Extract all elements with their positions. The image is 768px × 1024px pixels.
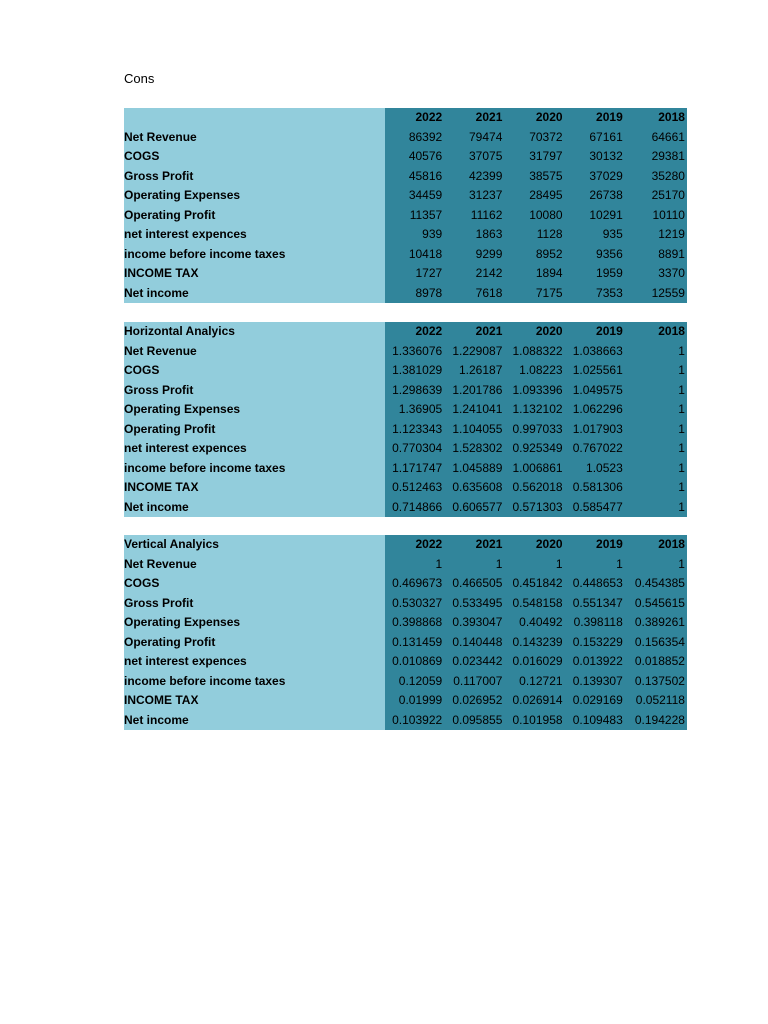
value-cell[interactable]: 10291 [589, 207, 623, 222]
table-row [124, 400, 687, 420]
table-heading[interactable]: Horizontal Analyics [124, 322, 385, 342]
row-label-cell[interactable]: Net income [124, 711, 385, 731]
value-cell[interactable]: 1.006861 [512, 460, 563, 475]
value-cell[interactable]: 0.12721 [519, 673, 563, 688]
year-header-cell[interactable]: 2022 [415, 110, 443, 124]
row-values-area [385, 478, 687, 498]
value-cell[interactable]: 1863 [475, 227, 503, 241]
year-header-cell[interactable]: 2018 [658, 110, 685, 124]
sheet-title: Cons [124, 71, 155, 86]
value-cell[interactable]: 1.36905 [398, 402, 443, 416]
row-values-area [385, 225, 687, 245]
table-row [124, 555, 687, 575]
value-cell[interactable]: 0.117007 [453, 673, 503, 688]
table-row [124, 672, 687, 692]
value-cell[interactable]: 0.581306 [572, 480, 623, 494]
value-cell[interactable]: 30132 [589, 149, 623, 163]
value-cell[interactable]: 31797 [529, 149, 563, 163]
value-cell[interactable]: 29381 [651, 149, 685, 163]
table-row [124, 459, 687, 479]
table-row [124, 206, 687, 226]
year-header-cell[interactable]: 2022 [415, 537, 443, 551]
table-row [124, 245, 687, 265]
value-cell[interactable]: 0.12059 [398, 673, 443, 688]
value-cell[interactable]: 10080 [529, 207, 563, 222]
row-values-area [385, 691, 687, 711]
value-cell[interactable]: 9356 [596, 246, 623, 261]
year-header-area [385, 322, 687, 342]
table-row [124, 652, 687, 672]
table-row [124, 574, 687, 594]
value-cell[interactable]: 0.137502 [634, 673, 685, 688]
table-row [124, 711, 687, 731]
row-values-area [385, 167, 687, 187]
value-cell[interactable]: 0.585477 [572, 499, 623, 514]
value-cell[interactable]: 1 [495, 556, 503, 571]
value-cell[interactable]: 1727 [415, 266, 443, 280]
value-cell[interactable]: 0.448653 [572, 576, 623, 590]
row-values-area [385, 128, 687, 148]
value-cell[interactable]: 1.045889 [452, 460, 503, 475]
value-cell[interactable]: 3370 [658, 266, 685, 280]
row-label-cell[interactable]: net interest expences [124, 439, 385, 459]
value-cell[interactable]: 0.156354 [634, 634, 685, 649]
row-values-area [385, 186, 687, 206]
table-row [124, 594, 687, 614]
value-cell[interactable]: 37029 [589, 168, 623, 183]
value-cell[interactable]: 1.171747 [392, 460, 443, 475]
value-cell[interactable]: 0.454385 [634, 576, 685, 590]
table-row [124, 186, 687, 206]
value-cell[interactable]: 45816 [408, 168, 443, 183]
value-cell[interactable]: 1 [678, 460, 685, 475]
table-row [124, 361, 687, 381]
value-cell[interactable]: 11357 [409, 207, 443, 222]
row-values-area [385, 652, 687, 672]
row-label-cell[interactable]: Operating Expenses [124, 613, 385, 633]
value-cell[interactable]: 1 [678, 556, 685, 571]
value-cell[interactable]: 10110 [652, 207, 685, 222]
value-cell[interactable]: 1.038663 [572, 343, 623, 358]
value-cell[interactable]: 1959 [596, 266, 623, 280]
year-header-area [385, 535, 687, 555]
value-cell[interactable]: 8952 [535, 246, 563, 261]
value-cell[interactable]: 1.093396 [512, 382, 563, 397]
table-row [124, 342, 687, 362]
row-label-cell[interactable]: income before income taxes [124, 459, 385, 479]
row-values-area [385, 613, 687, 633]
value-cell[interactable]: 1 [678, 480, 685, 494]
value-cell[interactable]: 35280 [651, 168, 685, 183]
value-cell[interactable]: 11162 [470, 207, 503, 222]
row-label-cell[interactable]: Operating Profit [124, 206, 385, 226]
value-cell[interactable]: 1.062296 [572, 402, 623, 416]
year-header-cell[interactable]: 2018 [658, 324, 685, 338]
value-cell[interactable]: 38575 [529, 168, 563, 183]
row-values-area [385, 381, 687, 401]
value-cell[interactable]: 0.01999 [398, 693, 443, 707]
table-row [124, 613, 687, 633]
table-row [124, 439, 687, 459]
value-cell[interactable]: 1 [678, 343, 685, 358]
value-cell[interactable]: 0.635608 [452, 480, 503, 494]
table-row [124, 284, 687, 304]
value-cell[interactable]: 0.052118 [635, 693, 685, 707]
value-cell[interactable]: 1.229087 [452, 343, 503, 358]
value-cell[interactable]: 1.017903 [572, 421, 623, 436]
row-label-cell[interactable]: Net income [124, 498, 385, 518]
table-header-row [124, 108, 687, 128]
year-header-cell[interactable]: 2022 [415, 324, 443, 338]
row-values-area [385, 264, 687, 284]
value-cell[interactable]: 1.528302 [452, 441, 503, 455]
row-label-cell[interactable]: INCOME TAX [124, 478, 385, 498]
row-label-cell[interactable]: net interest expences [124, 652, 385, 672]
table-row [124, 167, 687, 187]
year-header-cell[interactable]: 2021 [475, 537, 503, 551]
value-cell[interactable]: 0.469673 [392, 576, 443, 590]
value-cell[interactable]: 0.109483 [572, 712, 623, 727]
row-label-cell[interactable]: Operating Profit [124, 420, 385, 440]
value-cell[interactable]: 0.40492 [519, 615, 563, 629]
table-header-row [124, 322, 687, 342]
value-cell[interactable]: 1.298639 [392, 382, 443, 397]
value-cell[interactable]: 1.123343 [392, 421, 443, 436]
row-label-cell[interactable]: Gross Profit [124, 381, 385, 401]
value-cell[interactable]: 0.131459 [392, 634, 443, 649]
value-cell[interactable]: 12559 [651, 285, 685, 300]
row-values-area [385, 342, 687, 362]
vertical-analysis-table [124, 535, 687, 730]
table-row [124, 128, 687, 148]
year-header-cell[interactable]: 2021 [475, 110, 503, 124]
value-cell[interactable]: 0.389261 [634, 615, 685, 629]
row-label-cell[interactable]: net interest expences [124, 225, 385, 245]
value-cell[interactable]: 0.512463 [392, 480, 443, 494]
row-values-area [385, 555, 687, 575]
value-cell[interactable]: 1 [616, 556, 623, 571]
value-cell[interactable]: 939 [422, 227, 443, 241]
value-cell[interactable]: 8891 [658, 246, 685, 261]
value-cell[interactable]: 0.023442 [452, 654, 503, 668]
value-cell[interactable]: 8978 [415, 285, 443, 300]
row-label-cell[interactable]: Gross Profit [124, 594, 385, 614]
table-row [124, 478, 687, 498]
year-header-cell[interactable]: 2020 [535, 324, 563, 338]
value-cell[interactable]: 1.049575 [572, 382, 623, 397]
value-cell[interactable]: 40576 [408, 149, 443, 163]
value-cell[interactable]: 1.26187 [458, 363, 503, 377]
row-label-cell[interactable]: Net Revenue [124, 342, 385, 362]
value-cell[interactable]: 1219 [658, 227, 685, 241]
value-cell[interactable]: 0.398868 [392, 615, 443, 629]
table-heading[interactable]: Vertical Analyics [124, 535, 385, 555]
value-cell[interactable]: 0.548158 [512, 595, 563, 610]
value-cell[interactable]: 0.714866 [392, 499, 443, 514]
table-row [124, 264, 687, 284]
year-header-cell[interactable]: 2020 [535, 537, 563, 551]
value-cell[interactable]: 26738 [589, 188, 623, 202]
row-label-cell[interactable]: Gross Profit [124, 167, 385, 187]
value-cell[interactable]: 0.143239 [512, 634, 563, 649]
value-cell[interactable]: 0.767022 [572, 441, 623, 455]
value-cell[interactable]: 0.393047 [452, 615, 503, 629]
table-row [124, 633, 687, 653]
table-header-row [124, 535, 687, 555]
table-row [124, 381, 687, 401]
value-cell[interactable]: 0.026914 [512, 693, 563, 707]
row-values-area [385, 633, 687, 653]
year-header-cell[interactable]: 2019 [596, 537, 623, 551]
value-cell[interactable]: 67161 [589, 129, 623, 144]
value-cell[interactable]: 1.201786 [452, 382, 503, 397]
table-row [124, 420, 687, 440]
value-cell[interactable]: 1.381029 [392, 363, 443, 377]
year-header-cell[interactable]: 2019 [596, 324, 623, 338]
row-values-area [385, 400, 687, 420]
value-cell[interactable]: 37075 [469, 149, 503, 163]
table-row [124, 498, 687, 518]
value-cell[interactable]: 64661 [651, 129, 685, 144]
row-values-area [385, 206, 687, 226]
value-cell[interactable]: 1894 [535, 266, 563, 280]
row-label-cell[interactable]: Net Revenue [124, 555, 385, 575]
value-cell[interactable]: 1.025561 [572, 363, 623, 377]
value-cell[interactable]: 0.095855 [452, 712, 503, 727]
value-cell[interactable]: 0.029169 [572, 693, 623, 707]
value-cell[interactable]: 0.140448 [452, 634, 503, 649]
value-cell[interactable]: 1.088322 [512, 343, 563, 358]
table-row [124, 147, 687, 167]
value-cell[interactable]: 0.770304 [392, 441, 443, 455]
row-label-cell[interactable]: Operating Expenses [124, 186, 385, 206]
row-label-cell[interactable]: Net Revenue [124, 128, 385, 148]
row-label-cell[interactable]: COGS [124, 361, 385, 381]
value-cell[interactable]: 0.101958 [512, 712, 563, 727]
value-cell[interactable]: 0.571303 [512, 499, 563, 514]
row-label-cell[interactable]: COGS [124, 574, 385, 594]
value-cell[interactable]: 0.016029 [512, 654, 563, 668]
value-cell[interactable]: 1.08223 [519, 363, 563, 377]
value-cell[interactable]: 1 [678, 382, 685, 397]
value-cell[interactable]: 28495 [529, 188, 563, 202]
value-cell[interactable]: 1 [678, 441, 685, 455]
value-cell[interactable]: 42399 [469, 168, 503, 183]
value-cell[interactable]: 7353 [596, 285, 623, 300]
table-row [124, 691, 687, 711]
row-values-area [385, 361, 687, 381]
row-label-cell[interactable]: INCOME TAX [124, 691, 385, 711]
row-label-cell[interactable]: income before income taxes [124, 245, 385, 265]
value-cell[interactable]: 7618 [475, 285, 503, 300]
row-values-area [385, 439, 687, 459]
value-cell[interactable]: 1 [555, 556, 563, 571]
row-values-area [385, 420, 687, 440]
value-cell[interactable]: 7175 [535, 285, 563, 300]
value-cell[interactable]: 1 [678, 421, 685, 436]
row-values-area [385, 147, 687, 167]
year-header-cell[interactable]: 2020 [535, 110, 563, 124]
table-heading[interactable] [124, 108, 385, 128]
value-cell[interactable]: 10418 [408, 246, 443, 261]
value-cell[interactable]: 0.451842 [512, 576, 563, 590]
row-values-area [385, 574, 687, 594]
value-cell[interactable]: 0.606577 [452, 499, 503, 514]
value-cell[interactable]: 1.0523 [586, 460, 623, 475]
value-cell[interactable]: 0.013922 [572, 654, 623, 668]
row-label-cell[interactable]: COGS [124, 147, 385, 167]
financial-statement-table [124, 108, 687, 303]
value-cell[interactable]: 1 [678, 402, 685, 416]
value-cell[interactable]: 1.241041 [452, 402, 503, 416]
value-cell[interactable]: 79474 [469, 129, 503, 144]
value-cell[interactable]: 0.925349 [512, 441, 563, 455]
value-cell[interactable]: 0.026952 [452, 693, 503, 707]
row-label-cell[interactable]: Operating Profit [124, 633, 385, 653]
value-cell[interactable]: 1.132102 [512, 402, 563, 416]
year-header-area [385, 108, 687, 128]
value-cell[interactable]: 1 [678, 363, 685, 377]
row-values-area [385, 498, 687, 518]
value-cell[interactable]: 0.466505 [452, 576, 503, 590]
value-cell[interactable]: 0.194228 [634, 712, 685, 727]
table-row [124, 225, 687, 245]
value-cell[interactable]: 1 [678, 499, 685, 514]
value-cell[interactable]: 0.010869 [392, 654, 443, 668]
row-values-area [385, 594, 687, 614]
value-cell[interactable]: 0.533495 [452, 595, 503, 610]
year-header-cell[interactable]: 2021 [475, 324, 503, 338]
value-cell[interactable]: 0.530327 [392, 595, 443, 610]
value-cell[interactable]: 0.551347 [572, 595, 623, 610]
value-cell[interactable]: 31237 [469, 188, 503, 202]
row-label-cell[interactable]: income before income taxes [124, 672, 385, 692]
row-label-cell[interactable]: Operating Expenses [124, 400, 385, 420]
row-values-area [385, 245, 687, 265]
value-cell[interactable]: 0.153229 [572, 634, 623, 649]
row-values-area [385, 459, 687, 479]
value-cell[interactable]: 0.103922 [392, 712, 443, 727]
row-label-cell[interactable]: INCOME TAX [124, 264, 385, 284]
value-cell[interactable]: 0.139307 [572, 673, 623, 688]
year-header-cell[interactable]: 2018 [658, 537, 685, 551]
value-cell[interactable]: 1128 [536, 227, 563, 241]
value-cell[interactable]: 0.545615 [634, 595, 685, 610]
value-cell[interactable]: 0.562018 [512, 480, 563, 494]
value-cell[interactable]: 1.104055 [452, 421, 503, 436]
value-cell[interactable]: 70372 [529, 129, 563, 144]
value-cell[interactable]: 86392 [408, 129, 443, 144]
year-header-cell[interactable]: 2019 [596, 110, 623, 124]
value-cell[interactable]: 9299 [475, 246, 503, 261]
horizontal-analysis-table [124, 322, 687, 517]
row-values-area [385, 711, 687, 731]
row-label-cell[interactable]: Net income [124, 284, 385, 304]
value-cell[interactable]: 1.336076 [392, 343, 443, 358]
row-values-area [385, 672, 687, 692]
value-cell[interactable]: 2142 [475, 266, 503, 280]
value-cell[interactable]: 34459 [408, 188, 443, 202]
value-cell[interactable]: 0.398118 [573, 615, 623, 629]
value-cell[interactable]: 25170 [651, 188, 685, 202]
row-values-area [385, 284, 687, 304]
value-cell[interactable]: 0.997033 [512, 421, 563, 436]
value-cell[interactable]: 935 [602, 227, 623, 241]
value-cell[interactable]: 1 [435, 556, 443, 571]
value-cell[interactable]: 0.018852 [634, 654, 685, 668]
